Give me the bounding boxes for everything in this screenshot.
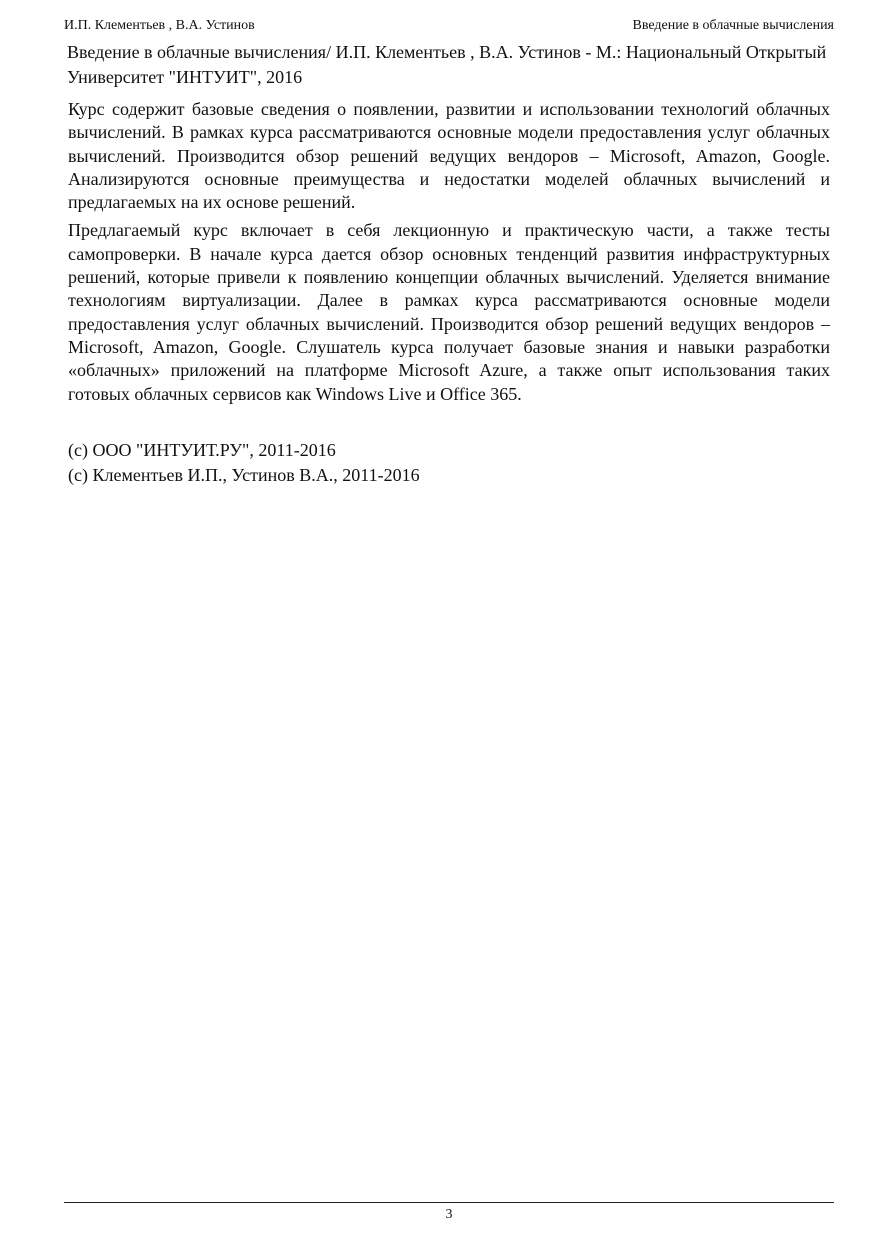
copyright-line-publisher: (c) ООО "ИНТУИТ.РУ", 2011-2016 [68,440,336,460]
footer-divider [64,1202,834,1203]
copyright-line-authors: (c) Клементьев И.П., Устинов В.А., 2011-2016 [68,465,420,485]
copyright-block [68,438,830,488]
abstract [68,98,830,411]
header-authors: И.П. Клементьев , В.А. Устинов [64,18,255,33]
bibliographic-citation: Введение в облачные вычисления/ И.П. Клементьев , В.А. Устинов - М.: Национальный Открытый Университет "ИНТУИТ", 2016 [67,42,827,87]
abstract-paragraph-2: Предлагаемый курс включает в себя лекционную и практическую части, а также тесты самопроверки. В начале курса дается обзор основных тенденций развития инфраструктурных решений, которые привели к появлению концепции облачных вычислений. Уделяется внимание технологиям виртуализации. Далее в рамках курса рассматриваются основные модели предоставления услуг облачных вычислений. Производится обзор решений ведущих вендоров – Microsoft, Amazon, Google. Слушатель курса получает базовые знания и навыки разработки «облачных» приложений на платформе Microsoft Azure, а также опыт использования таких готовых облачных сервисов как Windows Live и Office 365. [68,220,830,404]
running-header [64,16,834,36]
page-number: 3 [445,1207,453,1222]
abstract-paragraph-1: Курс содержит базовые сведения о появлении, развитии и использовании технологий облачных вычислений. В рамках курса рассматриваются основные модели предоставления услуг облачных вычислений. Производится обзор решений ведущих вендоров – Microsoft, Amazon, Google. Анализируются основные преимущества и недостатки моделей облачных вычислений и предлагаемых на их основе решений. [68,99,830,213]
header-title: Введение в облачные вычисления [632,18,834,33]
